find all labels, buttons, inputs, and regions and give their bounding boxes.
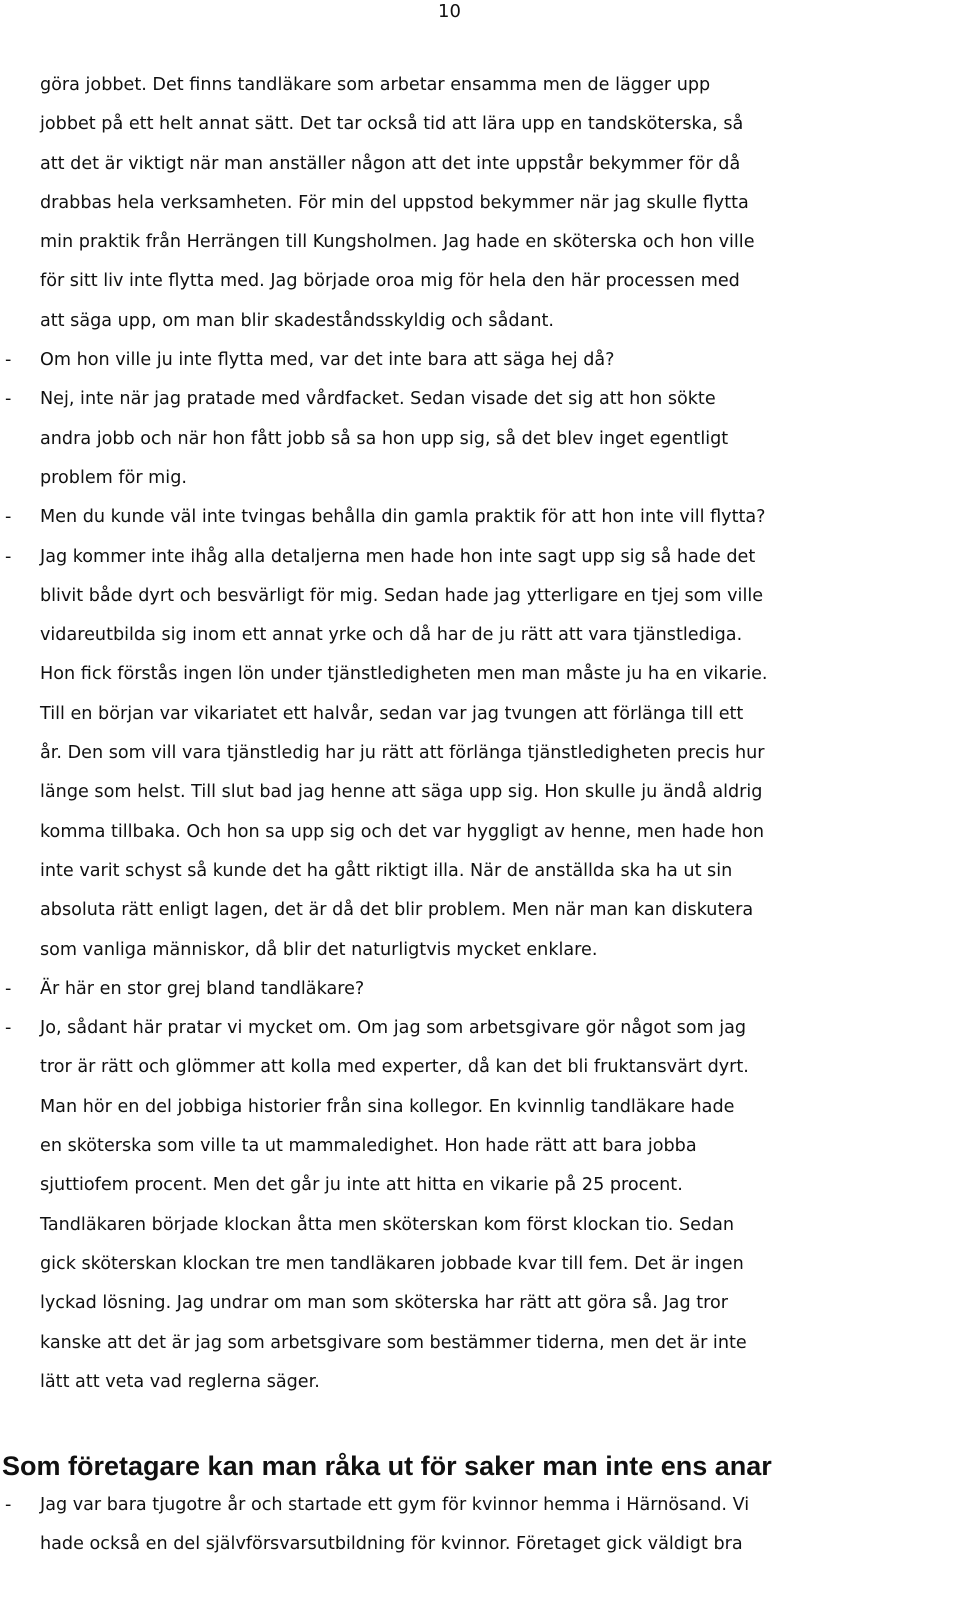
text-line: lyckad lösning. Jag undrar om man som sköterska har rätt att göra så. Jag tror [40,1293,728,1314]
text-line: gick sköterskan klockan tre men tandläkaren jobbade kvar till fem. Det är ingen [40,1253,744,1274]
text-line: blivit både dyrt och besvärligt för mig. Sedan hade jag ytterligare en tjej som ville [40,585,764,606]
text-line: sjuttiofem procent. Men det går ju inte att hitta en vikarie på 25 procent. [40,1175,683,1196]
text-line: som vanliga människor, då blir det naturligtvis mycket enklare. [40,939,598,960]
text-line: Man hör en del jobbiga historier från sina kollegor. En kvinnlig tandläkare hade [40,1096,735,1117]
text-line: problem för mig. [40,467,187,488]
text-line: Till en början var vikariatet ett halvår, sedan var jag tvungen att förlänga till ett [40,703,744,724]
text-line: år. Den som vill vara tjänstledig har ju rätt att förlänga tjänstledigheten precis hur [40,743,765,764]
text-line: Hon fick förstås ingen lön under tjänstledigheten men man måste ju ha en vikarie. [40,664,768,685]
text-line: vidareutbilda sig inom ett annat yrke och då har de ju rätt att vara tjänstlediga. [40,625,743,646]
text-line: länge som helst. Till slut bad jag henne att säga upp sig. Hon skulle ju ändå aldrig [40,782,763,803]
section-heading: Som företagare kan man råka ut för saker man inte ens anar [2,1451,772,1481]
text-line: absoluta rätt enligt lagen, det är då det blir problem. Men när man kan diskutera [40,900,754,921]
dialogue-line: - Jag kommer inte ihåg alla detaljerna men hade hon inte sagt upp sig så hade det [40,538,955,577]
text-line: jobbet på ett helt annat sätt. Det tar också tid att lära upp en tandsköterska, så [40,114,744,135]
text-line: för sitt liv inte flytta med. Jag började oroa mig för hela den här processen med [40,271,740,292]
text-line: kanske att det är jag som arbetsgivare som bestämmer tiderna, men det är inte [40,1332,747,1353]
text-line: lätt att veta vad reglerna säger. [40,1371,320,1392]
text-line: inte varit schyst så kunde det ha gått riktigt illa. När de anställda ska ha ut sin [40,860,733,881]
text-line: min praktik från Herrängen till Kungsholmen. Jag hade en sköterska och hon ville [40,232,755,253]
dialogue-line: - Jag var bara tjugotre år och startade ett gym för kvinnor hemma i Härnösand. Vi [40,1486,955,1525]
dialogue-line: - Men du kunde väl inte tvingas behålla din gamla praktik för att hon inte vill flytta? [40,498,955,537]
text-line: Tandläkaren började klockan åtta men sköterskan kom först klockan tio. Sedan [40,1214,735,1235]
text-line: tror är rätt och glömmer att kolla med experter, då kan det bli fruktansvärt dyrt. [40,1057,749,1078]
body-text-block [40,66,955,1402]
dialogue-line: - Om hon ville ju inte flytta med, var det inte bara att säga hej då? [40,341,955,380]
text-line: göra jobbet. Det finns tandläkare som arbetar ensamma men de lägger upp [40,75,711,95]
dialogue-line: - Jo, sådant här pratar vi mycket om. Om jag som arbetsgivare gör något som jag [40,1009,955,1048]
text-line: en sköterska som ville ta ut mammaledighet. Hon hade rätt att bara jobba [40,1136,697,1157]
text-line: att säga upp, om man blir skadeståndsskyldig och sådant. [40,310,554,331]
text-line: hade också en del självförsvarsutbildning för kvinnor. Företaget gick väldigt bra [40,1534,743,1555]
text-line: drabbas hela verksamheten. För min del uppstod bekymmer när jag skulle flytta [40,192,749,213]
text-line: att det är viktigt när man anställer någon att det inte uppstår bekymmer för då [40,153,741,174]
page-number: 10 [438,1,461,22]
text-line: andra jobb och när hon fått jobb så sa hon upp sig, så det blev inget egentligt [40,428,729,449]
text-line: komma tillbaka. Och hon sa upp sig och det var hyggligt av henne, men hade hon [40,821,765,842]
dialogue-line: - Nej, inte när jag pratade med vårdfacket. Sedan visade det sig att hon sökte [40,380,955,419]
body-text-block-continued [40,1486,955,1565]
dialogue-line: - Är här en stor grej bland tandläkare? [40,970,955,1009]
